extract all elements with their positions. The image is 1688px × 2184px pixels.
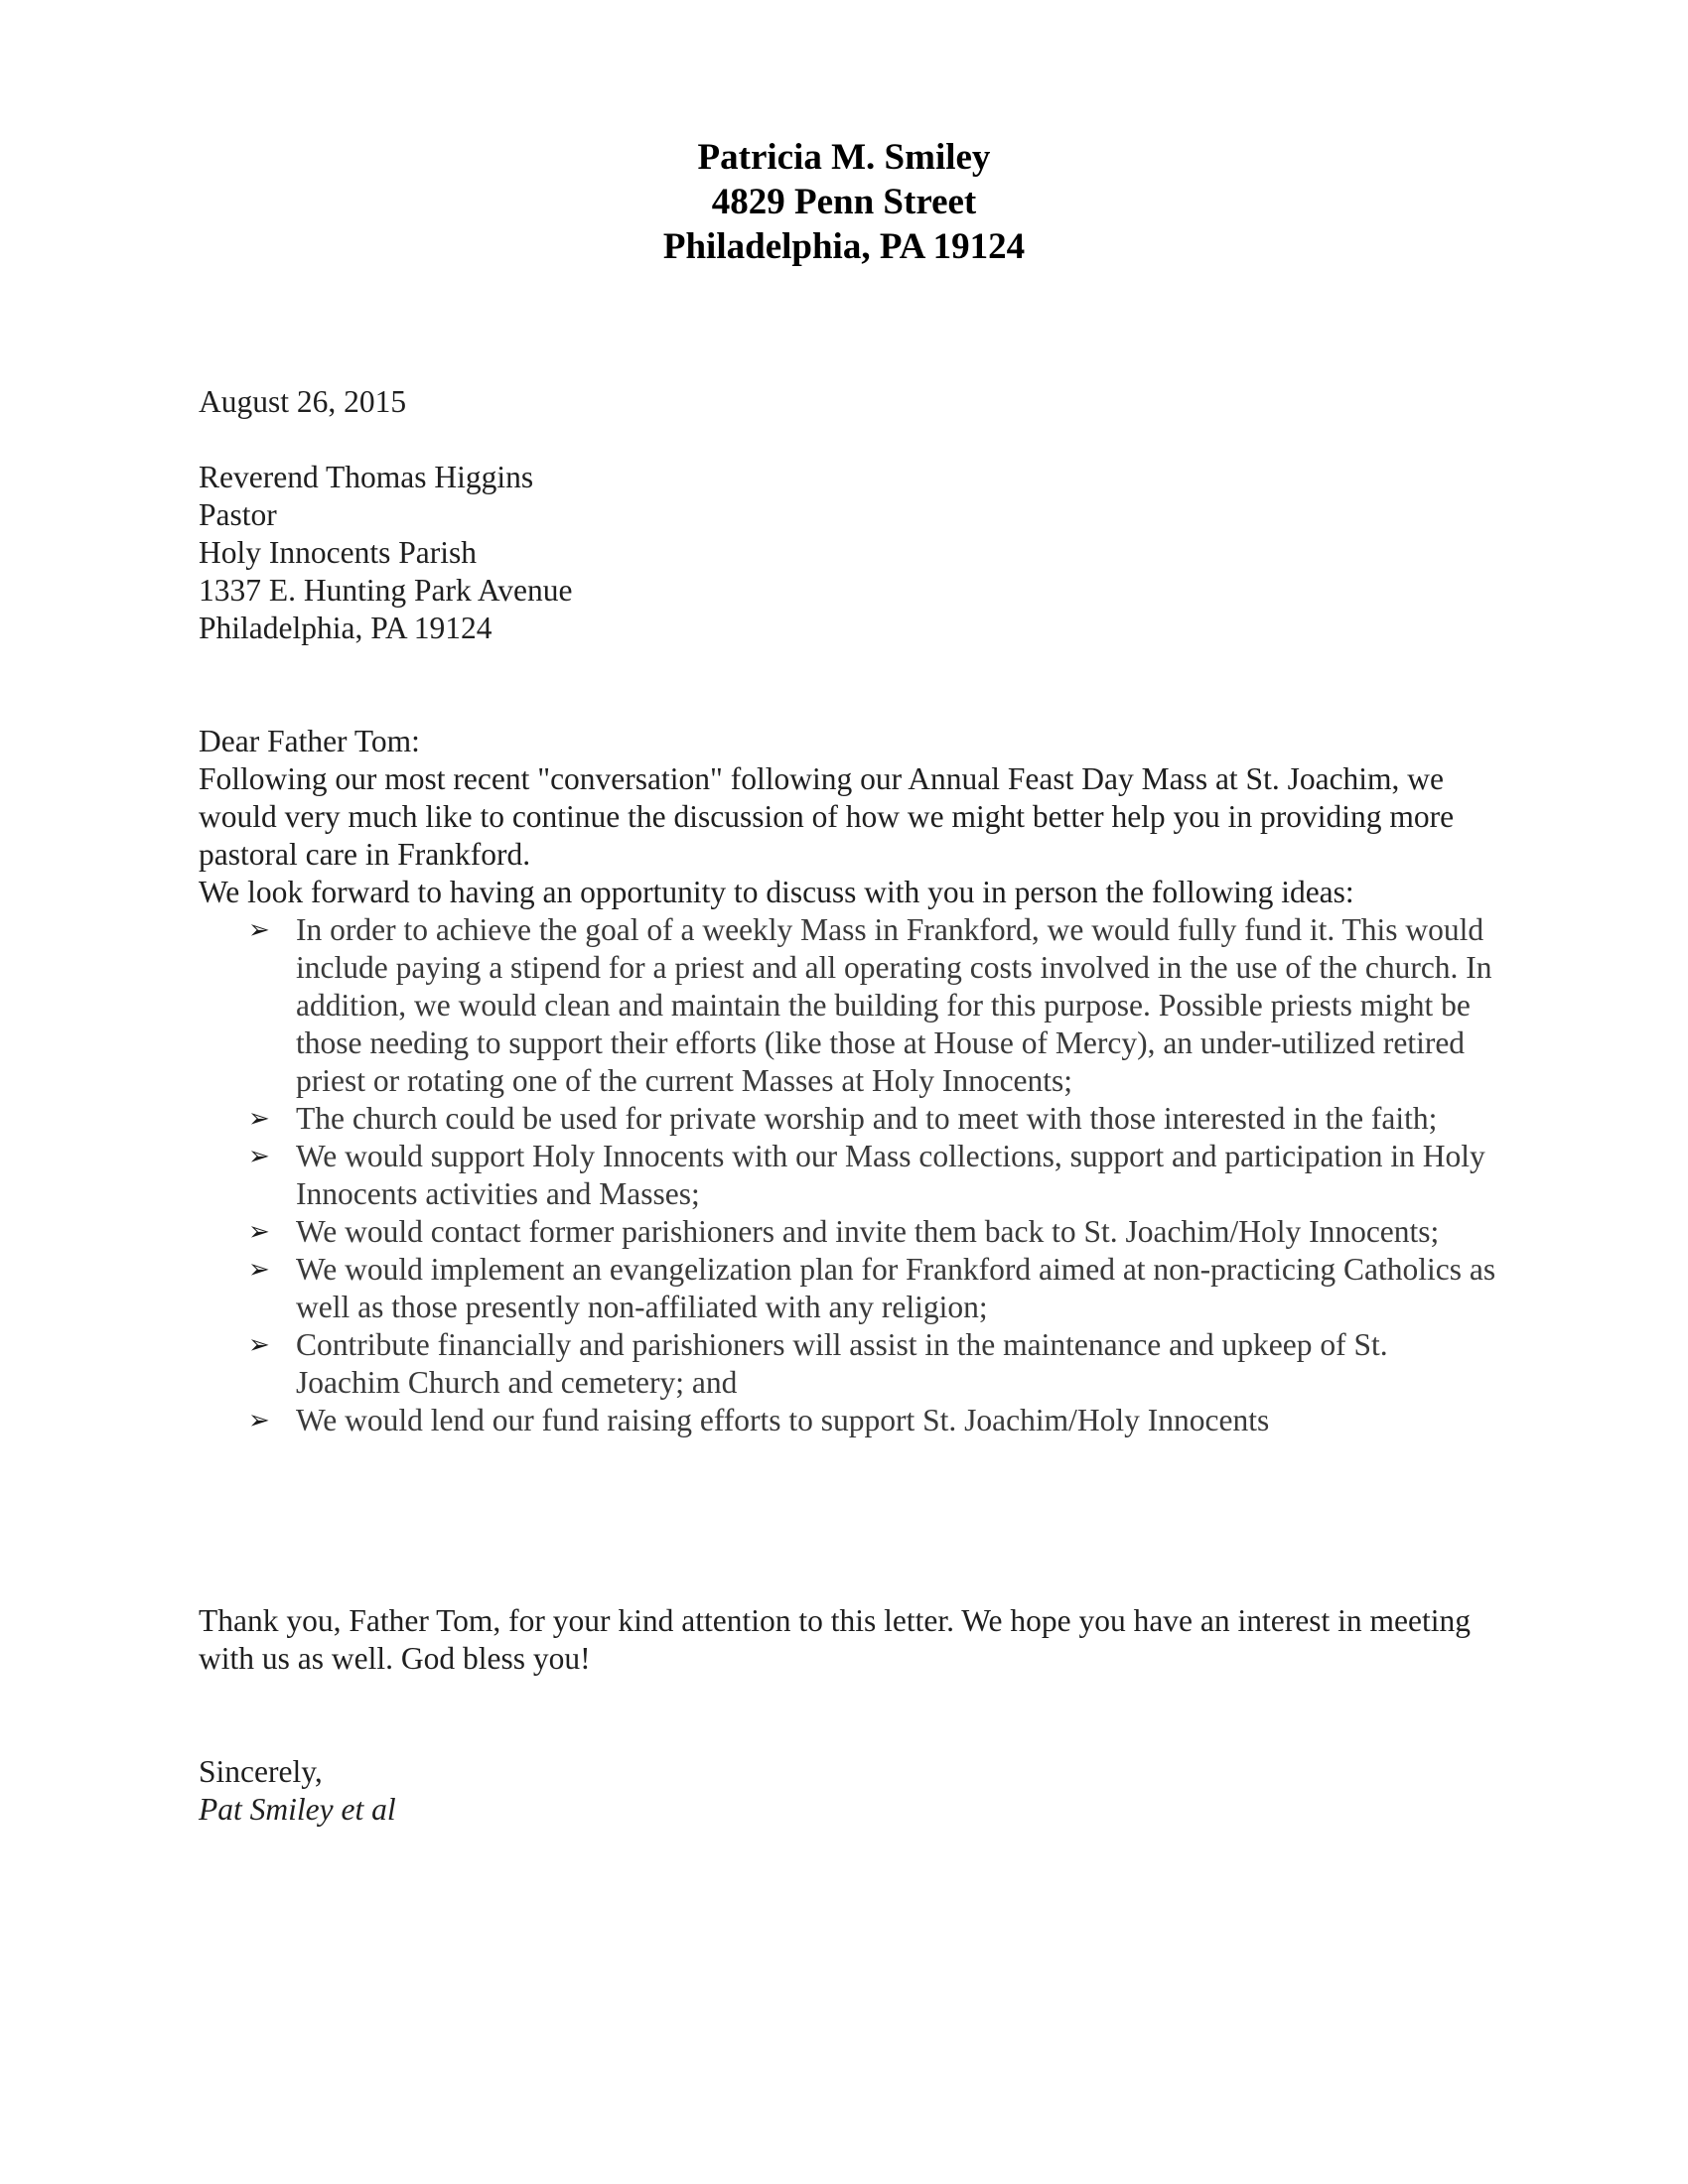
list-item xyxy=(248,1402,1499,1439)
ideas-list xyxy=(248,911,1499,1439)
idea-text: We would support Holy Innocents with our Mass collections, support and participation in Holy Innocents activities and Masses; xyxy=(296,1139,1485,1211)
list-item xyxy=(248,1138,1499,1213)
signature: Pat Smiley et al xyxy=(199,1792,396,1827)
arrow-bullet-icon: ➢ xyxy=(248,1104,270,1134)
idea-text: We would contact former parishioners and invite them back to St. Joachim/Holy Innocents; xyxy=(296,1214,1440,1249)
list-item xyxy=(248,1326,1499,1402)
sender-city: Philadelphia, PA 19124 xyxy=(662,226,1026,267)
arrow-bullet-icon: ➢ xyxy=(248,1255,270,1285)
closing-paragraph: Thank you, Father Tom, for your kind attention to this letter. We hope you have an interest in meeting with us as well. God bless you! xyxy=(199,1603,1471,1676)
idea-text: We would implement an evangelization plan for Frankford aimed at non-practicing Catholics as well as those presently non-affiliated with any religion; xyxy=(296,1252,1496,1324)
list-item xyxy=(248,1100,1499,1138)
recipient-city: Philadelphia, PA 19124 xyxy=(199,611,492,645)
idea-text: The church could be used for private worship and to meet with those interested in the faith; xyxy=(296,1101,1438,1136)
recipient-name: Reverend Thomas Higgins xyxy=(199,460,534,494)
arrow-bullet-icon: ➢ xyxy=(248,915,270,945)
ideas-intro: We look forward to having an opportunity to discuss with you in person the following ideas: xyxy=(199,875,1354,909)
opening-paragraph: Following our most recent "conversation" following our Annual Feast Day Mass at St. Joachim, we would very much like to continue the discussion of how we might better help you in providing more pastoral care in Frankford. xyxy=(199,761,1455,872)
salutation: Dear Father Tom: xyxy=(199,724,420,758)
list-item xyxy=(248,1213,1499,1251)
list-item xyxy=(248,1251,1499,1326)
letterhead xyxy=(0,135,1688,269)
sender-street: 4829 Penn Street xyxy=(711,182,977,222)
arrow-bullet-icon: ➢ xyxy=(248,1142,270,1171)
recipient-street: 1337 E. Hunting Park Avenue xyxy=(199,573,573,608)
arrow-bullet-icon: ➢ xyxy=(248,1406,270,1435)
valediction: Sincerely, xyxy=(199,1754,323,1789)
idea-text: In order to achieve the goal of a weekly Mass in Frankford, we would fully fund it. This would include paying a stipend for a priest and all operating costs involved in the use of the church. In addition, we would clean and maintain the building for this purpose. Possible priests might be those needing to support their efforts (like those at House of Mercy), an under-utilized retired priest or rotating one of the current Masses at Holy Innocents; xyxy=(296,912,1492,1098)
recipient-title: Pastor xyxy=(199,497,277,532)
idea-text: We would lend our fund raising efforts to support St. Joachim/Holy Innocents xyxy=(296,1403,1270,1437)
list-item xyxy=(248,911,1499,1100)
sender-name: Patricia M. Smiley xyxy=(697,137,991,178)
signoff xyxy=(199,1753,396,1829)
recipient-organization: Holy Innocents Parish xyxy=(199,535,477,570)
arrow-bullet-icon: ➢ xyxy=(248,1330,270,1360)
opening-section xyxy=(199,723,1489,874)
letter-date: August 26, 2015 xyxy=(199,384,407,419)
arrow-bullet-icon: ➢ xyxy=(248,1217,270,1247)
recipient-address xyxy=(199,459,573,647)
idea-text: Contribute financially and parishioners will assist in the maintenance and upkeep of St. Joachim Church and cemetery; and xyxy=(296,1327,1388,1400)
